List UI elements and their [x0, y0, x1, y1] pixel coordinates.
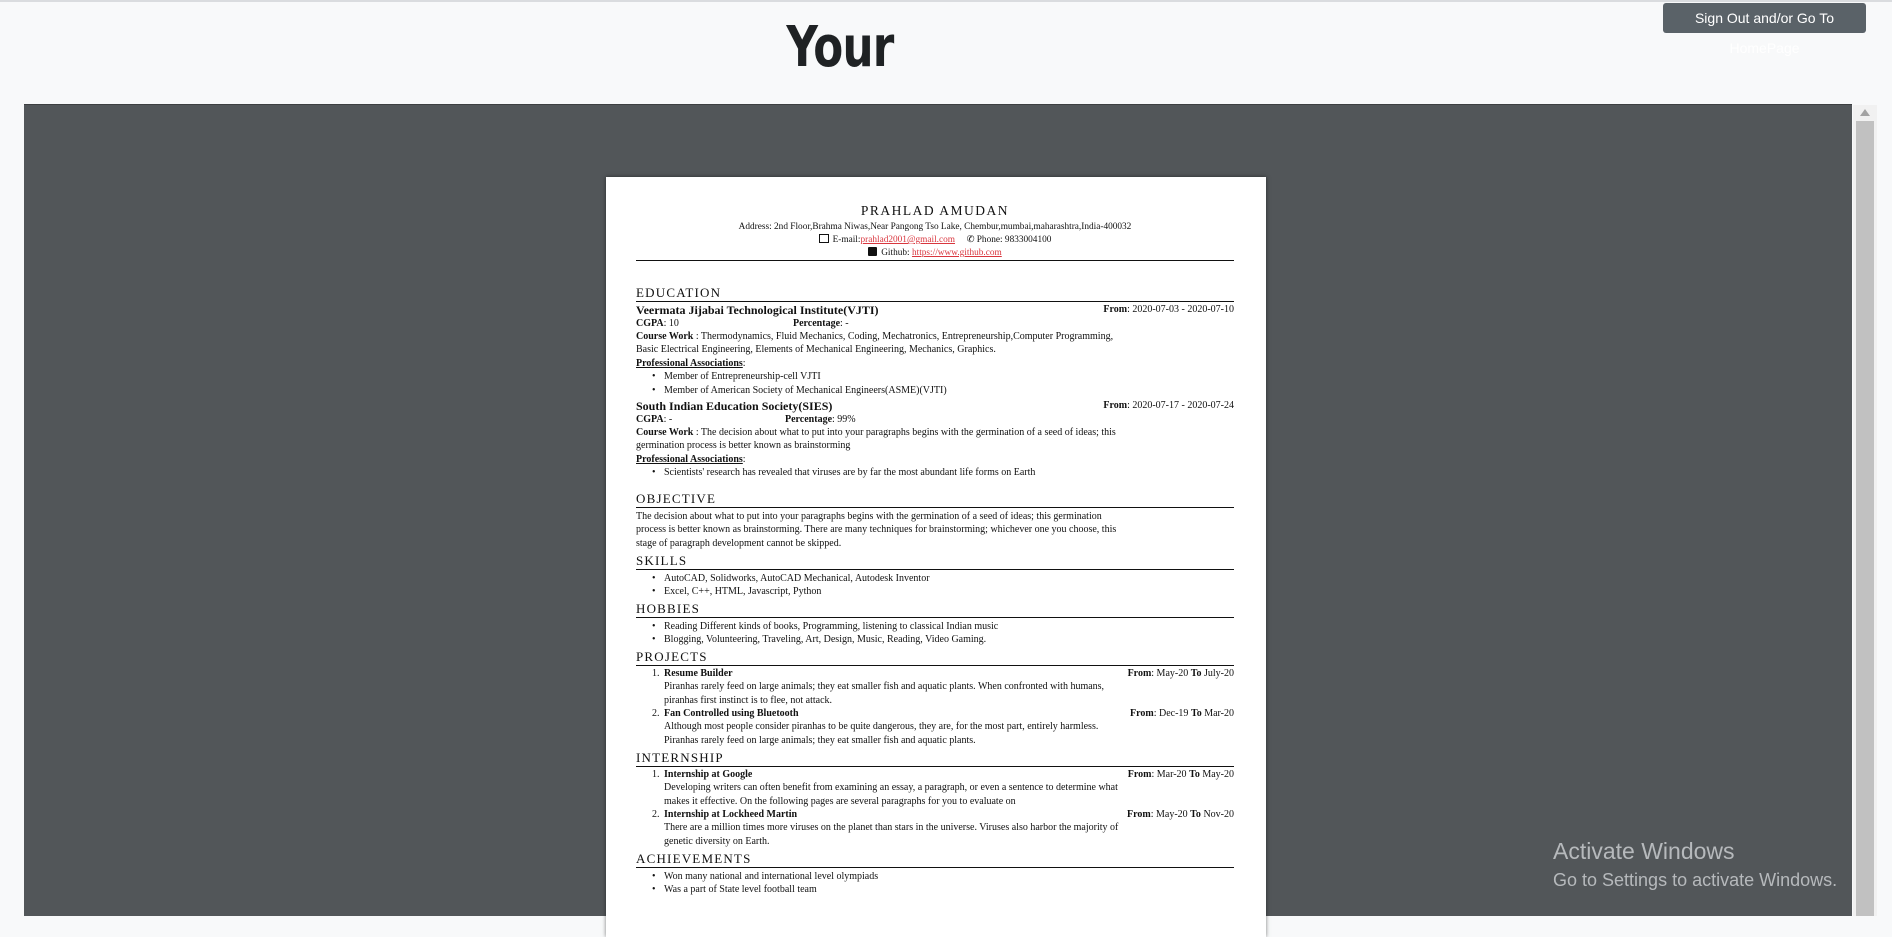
activation-watermark-subtitle: Go to Settings to activate Windows. [1553, 870, 1838, 890]
pdf-viewer[interactable] [24, 104, 1852, 916]
github-link[interactable]: https://www.github.com [911, 248, 1002, 258]
section-achievements: ACHIEVEMENTS [636, 851, 752, 866]
list-item: • Excel, C++, HTML, Javascript, Python [664, 585, 821, 598]
institute-name: Veermata Jijabai Technological Institute(VJTI) [636, 303, 879, 317]
section-education: EDUCATION [636, 285, 722, 300]
scroll-thumb[interactable] [1856, 121, 1874, 916]
contact-line [636, 234, 1234, 247]
assoc-heading: Professional Associations: [636, 358, 746, 369]
education-entry-1 [636, 303, 1234, 317]
project-item: 2. Fan Controlled using Bluetooth From: Dec-19 To Mar-20 Although most people consider piranhas to be quite dangerous, they are, for the most part, entirely harmless. Piranhas rarely feed on large animals; they eat smaller fish and aquatic plants. [652, 708, 1234, 746]
internship-item: 1. Internship at Google From: Mar-20 To May-20 Developing writers can often benefit from examining an essay, a paragraph, or even a sentence to determine what makes it effective. On the following pages are several paragraphs for you to evaluate on [652, 769, 1234, 807]
list-item: • Scientists' research has revealed that viruses are by far the most abundant life forms on Earth [664, 466, 1035, 479]
signout-button[interactable]: Sign Out and/or Go To HomePage [1663, 3, 1866, 33]
header-rule [636, 260, 1234, 261]
page-title: Your [786, 15, 894, 80]
viewer-scrollbar[interactable] [1853, 105, 1877, 916]
section-objective: OBJECTIVE [636, 491, 717, 506]
section-skills: SKILLS [636, 553, 688, 568]
resume-name: PRAHLAD AMUDAN [860, 203, 1010, 218]
project-item: 1. Resume Builder From: May-20 To July-20 Piranhas rarely feed on large animals; they eat smaller fish and aquatic plants. When confronted with humans, piranhas first instinct is to flee, not attack. [652, 668, 1234, 706]
github-label: Github: [881, 248, 910, 258]
course-work: Course Work : Thermodynamics, Fluid Mechanics, Coding, Mechatronics, Entrepreneurship,Computer Programming, Basic Electrical Engineering, Elements of Mechanical Engineering, Mechanics, Graphics. [636, 331, 1114, 356]
education-dates: From: 2020-07-03 - 2020-07-10 [1103, 304, 1234, 315]
course-work: Course Work : The decision about what to put into your paragraphs begins with the germination of a seed of ideas; this germination process is better known as brainstorming [636, 427, 1116, 452]
list-item: • AutoCAD, Solidworks, AutoCAD Mechanical, Autodesk Inventor [664, 572, 930, 585]
education-grades: CGPA: 10 Percentage: - [636, 318, 849, 329]
envelope-icon [819, 234, 829, 243]
resume-page [606, 177, 1266, 937]
github-line [636, 247, 1234, 260]
section-rule [636, 867, 1234, 868]
section-internship: INTERNSHIP [636, 750, 724, 765]
institute-name: South Indian Education Society(SIES) [636, 399, 833, 413]
resume-address: Address: 2nd Floor,Brahma Niwas,Near Pangong Tso Lake, Chembur,mumbai,maharashtra,India-400032 [738, 222, 1132, 232]
scroll-up-arrow-icon[interactable] [1860, 109, 1870, 116]
section-rule [636, 617, 1234, 618]
internship-item: 2. Internship at Lockheed Martin From: May-20 To Nov-20 There are a million times more viruses on the planet than stars in the universe. Viruses also harbor the majority of genetic diversity on Earth. [652, 809, 1234, 847]
section-hobbies: HOBBIES [636, 601, 701, 616]
github-icon [868, 247, 877, 256]
list-item: • Member of Entrepreneurship-cell VJTI [664, 370, 821, 383]
assoc-heading: Professional Associations: [636, 454, 746, 465]
education-grades: CGPA: - Percentage: 99% [636, 414, 856, 425]
activation-watermark-title: Activate Windows [1553, 838, 1735, 864]
section-rule [636, 665, 1234, 666]
list-item: • Blogging, Volunteering, Traveling, Art, Design, Music, Reading, Video Gaming. [664, 633, 986, 646]
section-rule [636, 766, 1234, 767]
list-item: • Reading Different kinds of books, Programming, listening to classical Indian music [664, 620, 998, 633]
top-border [0, 0, 1892, 2]
list-item: • Member of American Society of Mechanical Engineers(ASME)(VJTI) [664, 384, 947, 397]
list-item: • Was a part of State level football team [664, 883, 817, 896]
list-item: • Won many national and international level olympiads [664, 870, 878, 883]
section-rule [636, 569, 1234, 570]
section-projects: PROJECTS [636, 649, 708, 664]
education-entry-2 [636, 399, 1234, 413]
phone-icon: ✆ [966, 235, 975, 245]
email-label: E-mail: [832, 235, 861, 245]
section-rule [636, 507, 1234, 508]
email-link[interactable]: prahlad2001@gmail.com [860, 235, 956, 245]
phone-text: Phone: 9833004100 [976, 235, 1052, 245]
objective-text: The decision about what to put into your paragraphs begins with the germination of a seed of ideas; this germination process is better known as brainstorming. There are many techniques for brainstorming; whichever one you choose, this stage of paragraph development cannot be skipped. [636, 511, 1117, 549]
section-rule [636, 301, 1234, 302]
education-dates: From: 2020-07-17 - 2020-07-24 [1103, 400, 1234, 411]
